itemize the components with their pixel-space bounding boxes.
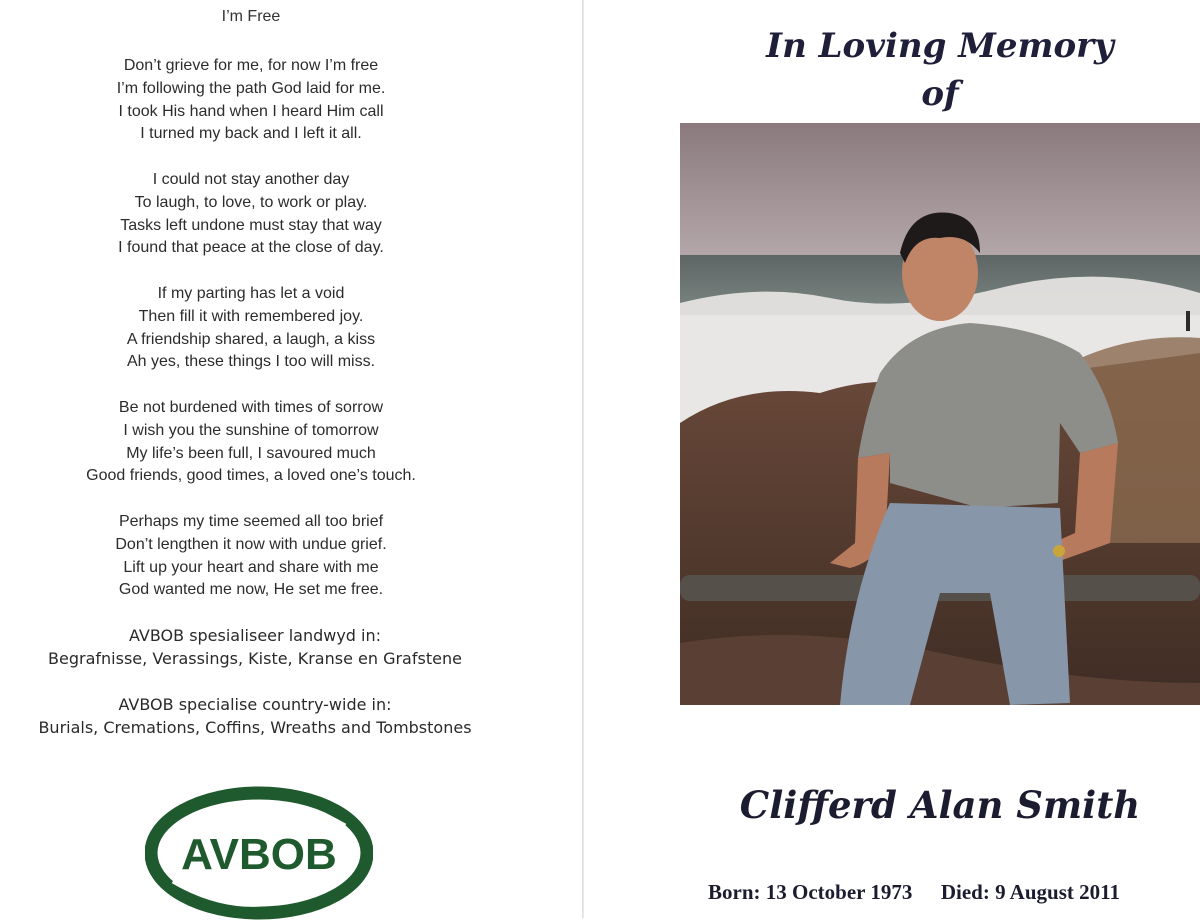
logo-text: AVBOB (181, 830, 337, 879)
life-dates (680, 880, 1200, 905)
memorial-heading: In Loving Memory (766, 26, 1114, 66)
company-english-heading: AVBOB specialise country-wide in: (118, 695, 392, 714)
poem-line: God wanted me now, He set me free. (118, 581, 384, 599)
poem-line: My life’s been full, I savoured much (126, 444, 376, 462)
poem-line: Then fill it with remembered joy. (138, 307, 364, 325)
poem-stanza-5 (0, 511, 502, 602)
poem-line: I took His hand when I heard Him call (118, 102, 384, 120)
poem-line: I turned my back and I left it all. (140, 125, 362, 143)
company-english-block (0, 693, 510, 739)
poem-line: I could not stay another day (152, 171, 350, 188)
died-date: Died: 9 August 2011 (940, 880, 1120, 904)
company-afrikaans-services: Begrafnisse, Verassings, Kiste, Kranse en Grafstene (48, 649, 462, 668)
poem-line: To laugh, to love, to work or play. (134, 193, 368, 211)
poem-stanza-2 (0, 169, 502, 260)
poem-line: Tasks left undone must stay that way (120, 216, 382, 234)
poem-stanza-3 (0, 283, 502, 374)
portrait-photo (680, 123, 1200, 705)
poem-stanza-1 (0, 55, 502, 146)
born-date: Born: 13 October 1973 (708, 880, 913, 904)
poem-line: Don’t grieve for me, for now I’m free (123, 57, 379, 74)
avbob-logo (145, 786, 373, 920)
poem-line: I found that peace at the close of day. (118, 239, 384, 257)
poem-line: Lift up your heart and share with me (123, 558, 379, 576)
poem-title: I’m Free (221, 8, 281, 25)
distant-figure (1186, 311, 1190, 331)
company-afrikaans-heading: AVBOB spesialiseer landwyd in: (128, 626, 382, 645)
poem-line: I’m following the path God laid for me. (116, 79, 386, 97)
memorial-heading-of: of (921, 74, 959, 114)
poem-line: A friendship shared, a laugh, a kiss (126, 330, 376, 348)
poem-line: Be not burdened with times of sorrow (118, 399, 384, 416)
poem-line: Perhaps my time seemed all too brief (118, 513, 384, 530)
poem-line: Don’t lengthen it now with undue grief. (115, 535, 387, 553)
poem-line: I wish you the sunshine of tomorrow (123, 421, 379, 439)
poem-stanza-4 (0, 397, 502, 488)
company-afrikaans-block (0, 624, 510, 670)
deceased-name: Clifferd Alan Smith (739, 783, 1141, 827)
poem-line: If my parting has let a void (157, 285, 345, 302)
company-english-services: Burials, Cremations, Coffins, Wreaths and Tombstones (38, 718, 472, 737)
page-fold (582, 0, 584, 918)
poem-line: Ah yes, these things I too will miss. (126, 353, 376, 371)
poem-line: Good friends, good times, a loved one’s touch. (86, 467, 416, 485)
